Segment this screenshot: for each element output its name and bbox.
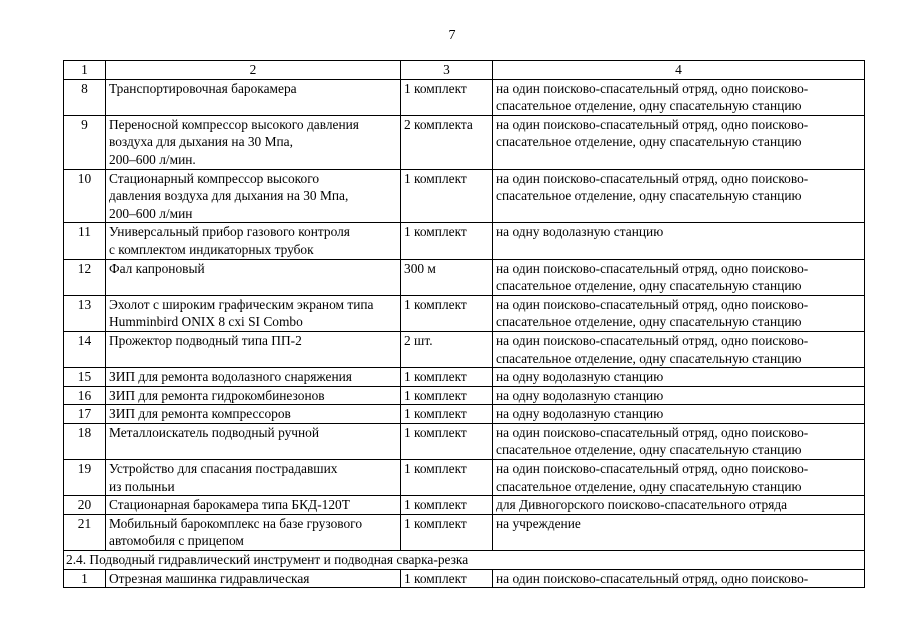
row-note: на один поисково-спасательный отряд, одно поисково- спасательное отделение, одну спасательную станцию [493, 115, 865, 169]
row-note: на одну водолазную станцию [493, 223, 865, 259]
row-name: Эхолот с широким графическим экраном типа Humminbird ONIX 8 cxi SI Combo [106, 295, 401, 331]
row-name: Переносной компрессор высокого давления воздуха для дыхания на 30 Мпа, 200–600 л/мин. [106, 115, 401, 169]
table-header-row [64, 61, 865, 80]
row-note: для Дивногорского поисково-спасательного отряда [493, 496, 865, 515]
row-note: на одну водолазную станцию [493, 386, 865, 405]
table-row [64, 496, 865, 515]
row-quantity: 1 комплект [401, 169, 493, 223]
header-col-2: 2 [106, 61, 401, 80]
row-name: Стационарный компрессор высокого давления воздуха для дыхания на 30 Мпа, 200–600 л/мин [106, 169, 401, 223]
row-quantity: 1 комплект [401, 295, 493, 331]
row-name: Металлоискатель подводный ручной [106, 423, 401, 459]
table-row [64, 569, 865, 588]
row-quantity: 1 комплект [401, 569, 493, 588]
row-number: 19 [64, 460, 106, 496]
row-quantity: 2 комплекта [401, 115, 493, 169]
row-quantity: 1 комплект [401, 368, 493, 387]
row-note: на учреждение [493, 514, 865, 550]
row-number: 18 [64, 423, 106, 459]
row-number: 16 [64, 386, 106, 405]
table-row [64, 223, 865, 259]
row-number: 15 [64, 368, 106, 387]
equipment-table [63, 60, 865, 588]
row-quantity: 1 комплект [401, 460, 493, 496]
row-quantity: 1 комплект [401, 496, 493, 515]
row-number: 12 [64, 259, 106, 295]
header-col-3: 3 [401, 61, 493, 80]
table-row [64, 460, 865, 496]
table-row [64, 405, 865, 424]
table-row [64, 386, 865, 405]
table-row [64, 259, 865, 295]
row-quantity: 1 комплект [401, 514, 493, 550]
row-quantity: 1 комплект [401, 405, 493, 424]
section-title: 2.4. Подводный гидравлический инструмент и подводная сварка-резка [64, 551, 865, 570]
row-note: на один поисково-спасательный отряд, одно поисково- спасательное отделение, одну спасательную станцию [493, 259, 865, 295]
row-quantity: 1 комплект [401, 79, 493, 115]
header-col-4: 4 [493, 61, 865, 80]
table-row [64, 169, 865, 223]
row-name: Стационарная барокамера типа БКД-120Т [106, 496, 401, 515]
row-note: на один поисково-спасательный отряд, одно поисково- спасательное отделение, одну спасательную станцию [493, 423, 865, 459]
table-row [64, 295, 865, 331]
table-row [64, 368, 865, 387]
row-number: 8 [64, 79, 106, 115]
row-name: Фал капроновый [106, 259, 401, 295]
row-name: ЗИП для ремонта компрессоров [106, 405, 401, 424]
row-note: на один поисково-спасательный отряд, одно поисково- спасательное отделение, одну спасательную станцию [493, 331, 865, 367]
row-quantity: 300 м [401, 259, 493, 295]
row-number: 21 [64, 514, 106, 550]
row-name: ЗИП для ремонта гидрокомбинезонов [106, 386, 401, 405]
table-row [64, 331, 865, 367]
row-note: на один поисково-спасательный отряд, одно поисково- спасательное отделение, одну спасательную станцию [493, 460, 865, 496]
page-number: 7 [448, 28, 456, 43]
row-number: 17 [64, 405, 106, 424]
row-name: Мобильный барокомплекс на базе грузового автомобиля с прицепом [106, 514, 401, 550]
row-quantity: 1 комплект [401, 223, 493, 259]
row-quantity: 1 комплект [401, 423, 493, 459]
row-number: 9 [64, 115, 106, 169]
table-row [64, 423, 865, 459]
header-col-1: 1 [64, 61, 106, 80]
table-row [64, 514, 865, 550]
section-row [64, 551, 865, 570]
row-name: Отрезная машинка гидравлическая [106, 569, 401, 588]
row-number: 1 [64, 569, 106, 588]
row-note: на один поисково-спасательный отряд, одно поисково- спасательное отделение, одну спасательную станцию [493, 169, 865, 223]
row-number: 20 [64, 496, 106, 515]
row-number: 11 [64, 223, 106, 259]
row-name: ЗИП для ремонта водолазного снаряжения [106, 368, 401, 387]
row-note: на один поисково-спасательный отряд, одно поисково- [493, 569, 865, 588]
row-number: 10 [64, 169, 106, 223]
row-name: Устройство для спасания пострадавших из полыньи [106, 460, 401, 496]
row-name: Прожектор подводный типа ПП-2 [106, 331, 401, 367]
row-number: 13 [64, 295, 106, 331]
row-note: на один поисково-спасательный отряд, одно поисково- спасательное отделение, одну спасательную станцию [493, 295, 865, 331]
table-row [64, 79, 865, 115]
row-name: Транспортировочная барокамера [106, 79, 401, 115]
row-number: 14 [64, 331, 106, 367]
row-quantity: 2 шт. [401, 331, 493, 367]
row-note: на один поисково-спасательный отряд, одно поисково- спасательное отделение, одну спасательную станцию [493, 79, 865, 115]
row-quantity: 1 комплект [401, 386, 493, 405]
row-name: Универсальный прибор газового контроля с комплектом индикаторных трубок [106, 223, 401, 259]
table-row [64, 115, 865, 169]
row-note: на одну водолазную станцию [493, 368, 865, 387]
row-note: на одну водолазную станцию [493, 405, 865, 424]
